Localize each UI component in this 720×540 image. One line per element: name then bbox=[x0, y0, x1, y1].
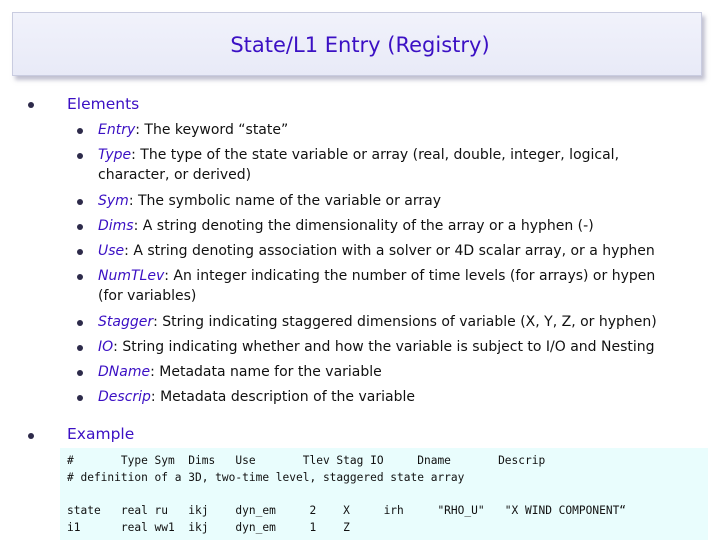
item-desc: : The keyword “state” bbox=[135, 122, 289, 138]
item-term: Descrip bbox=[98, 389, 151, 405]
item-io bbox=[98, 337, 655, 357]
bullet-dot bbox=[77, 395, 83, 401]
item-term: Type bbox=[98, 147, 132, 163]
item-dims bbox=[98, 216, 594, 236]
item-entry bbox=[98, 120, 288, 140]
bullet-dot bbox=[28, 433, 34, 439]
item-type bbox=[98, 145, 619, 165]
bullet-dot bbox=[77, 370, 83, 376]
item-desc: : A string denoting association with a solver or 4D scalar array, or a hyphen bbox=[124, 243, 655, 259]
code-line: state real ru ikj dyn_em 2 X irh "RHO_U" "X WIND COMPONENT“ bbox=[67, 504, 627, 517]
code-line: # Type Sym Dims Use Tlev Stag IO Dname Descrip bbox=[67, 454, 546, 467]
example-heading: Example bbox=[67, 425, 135, 443]
item-term: DName bbox=[98, 364, 151, 380]
item-desc: : The type of the state variable or array (real, double, integer, logical, bbox=[131, 147, 620, 163]
item-desc: : A string denoting the dimensionality of the array or a hyphen (-) bbox=[133, 218, 594, 234]
bullet-dot bbox=[28, 102, 34, 108]
item-desc: : String indicating whether and how the variable is subject to I/O and Nesting bbox=[113, 339, 655, 355]
item-term: Stagger bbox=[98, 314, 154, 330]
item-descrip bbox=[98, 387, 415, 407]
item-desc: : The symbolic name of the variable or array bbox=[128, 193, 441, 209]
item-desc: : String indicating staggered dimensions of variable (X, Y, Z, or hyphen) bbox=[153, 314, 657, 330]
item-stagger bbox=[98, 312, 657, 332]
item-desc: : An integer indicating the number of time levels (for arrays) or hypen bbox=[164, 268, 656, 284]
item-term: Dims bbox=[98, 218, 134, 234]
bullet-dot bbox=[77, 320, 83, 326]
item-numtlev bbox=[98, 266, 655, 286]
item-term: Sym bbox=[98, 193, 129, 209]
bullet-dot bbox=[77, 345, 83, 351]
code-example bbox=[60, 448, 708, 540]
slide-title: State/L1 Entry (Registry) bbox=[230, 33, 490, 57]
bullet-dot bbox=[77, 224, 83, 230]
item-dname bbox=[98, 362, 382, 382]
bullet-dot bbox=[77, 249, 83, 255]
elements-heading: Elements bbox=[67, 95, 140, 113]
bullet-dot bbox=[77, 199, 83, 205]
item-term: Use bbox=[98, 243, 125, 259]
item-numtlev-continued bbox=[98, 286, 196, 306]
bullet-dot bbox=[77, 274, 83, 280]
code-line: # definition of a 3D, two-time level, staggered state array bbox=[67, 471, 465, 484]
bullet-dot bbox=[77, 128, 83, 134]
item-type-continued bbox=[98, 165, 251, 185]
item-term: IO bbox=[98, 339, 114, 355]
item-term: NumTLev bbox=[98, 268, 165, 284]
bullet-dot bbox=[77, 153, 83, 159]
item-desc: : Metadata description of the variable bbox=[150, 389, 415, 405]
code-line: i1 real ww1 ikj dyn_em 1 Z bbox=[67, 521, 350, 534]
item-use bbox=[98, 241, 655, 261]
item-term: Entry bbox=[98, 122, 136, 138]
item-desc: : Metadata name for the variable bbox=[150, 364, 382, 380]
item-sym bbox=[98, 191, 441, 211]
item-desc: character, or derived) bbox=[98, 167, 252, 183]
item-desc: (for variables) bbox=[98, 288, 197, 304]
